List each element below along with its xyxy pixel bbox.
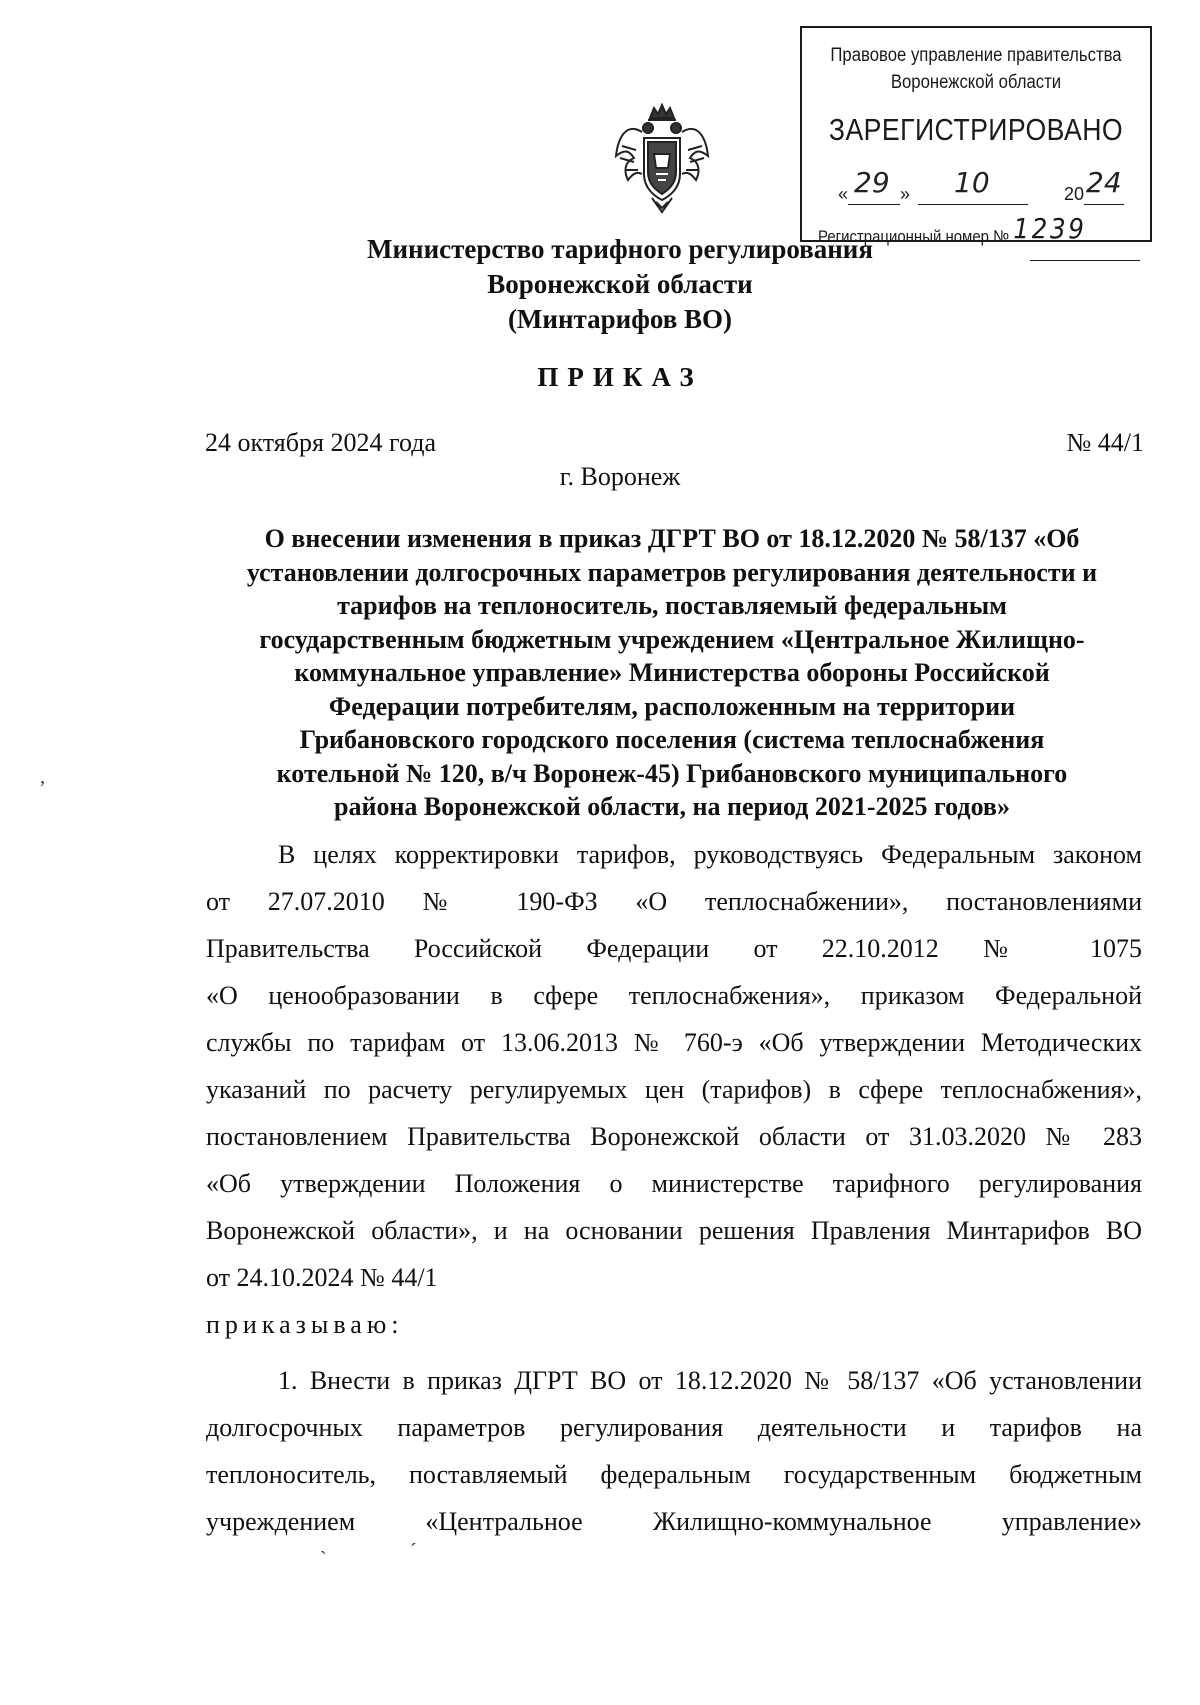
item-line: долгосрочных параметров регулирования деятельности и тарифов на	[206, 1413, 1142, 1442]
order-word: приказываю:	[206, 1310, 404, 1339]
scan-mark: ˋ	[320, 1548, 327, 1570]
stamp-year-prefix: 20	[1064, 184, 1085, 204]
body-line: Правительства Российской Федерации от 22.10.2012 № 1075	[206, 934, 1142, 963]
body-line: «Об утверждении Положения о министерстве тарифного регулирования	[206, 1169, 1142, 1198]
stamp-date	[838, 166, 1138, 206]
coat-of-arms-emblem	[612, 102, 712, 214]
ministry-name	[300, 232, 940, 337]
body-line: от 24.10.2024 № 44/1	[206, 1263, 438, 1292]
item-line: 1. Внести в приказ ДГРТ ВО от 18.12.2020 № 58/137 «Об установлении	[278, 1366, 1142, 1395]
item-line: теплоноситель, поставляемый федеральным государственным бюджетным	[206, 1460, 1142, 1489]
title-line: Федерации потребителям, расположенным на территории	[328, 691, 1016, 721]
document-title	[200, 522, 1144, 824]
body-line: В целях корректировки тарифов, руководствуясь Федеральным законом	[278, 840, 1142, 869]
title-line: района Воронежской области, на период 2021-2025 годов»	[334, 792, 1010, 821]
stamp-reg-underline	[1030, 260, 1140, 261]
body-line: от 27.07.2010 № 190-ФЗ «О теплоснабжении», постановлениями	[206, 887, 1142, 916]
document-date: 24 октября 2024 года	[205, 428, 436, 457]
title-line: Грибановского городского поселения (система теплоснабжения	[299, 725, 1045, 754]
stamp-day: 29	[854, 166, 890, 199]
stamp-organization	[823, 42, 1129, 96]
ministry-line1: Министерство тарифного регулирования	[367, 234, 873, 264]
document-city: г. Воронеж	[559, 462, 681, 491]
stamp-quote-open: «	[838, 184, 849, 204]
title-line: тарифов на теплоноситель, поставляемый федеральным	[337, 591, 1007, 620]
stamp-day-underline	[848, 204, 900, 205]
body-line: указаний по расчету регулируемых цен (тарифов) в сфере теплоснабжения»,	[206, 1075, 1142, 1104]
body-line: «О ценообразовании в сфере теплоснабжения», приказом Федеральной	[206, 981, 1142, 1010]
body-line: службы по тарифам от 13.06.2013 № 760-э «Об утверждении Методических	[206, 1028, 1142, 1057]
stamp-org-line1: Правовое управление правительства	[830, 45, 1122, 66]
stamp-month-underline	[918, 204, 1028, 205]
title-line: О внесении изменения в приказ ДГРТ ВО от 18.12.2020 № 58/137 «Об	[264, 524, 1080, 553]
stamp-month: 10	[954, 166, 990, 199]
stamp-registered-label: ЗАРЕГИСТРИРОВАНО	[828, 112, 1124, 147]
stamp-reg-label: Регистрационный номер №	[818, 227, 1010, 246]
ministry-line3: (Минтарифов ВО)	[507, 304, 733, 334]
ministry-line2: Воронежской области	[487, 269, 753, 299]
document-type: ПРИКАЗ	[537, 362, 703, 392]
stamp-reg-number: 1239	[1013, 212, 1087, 245]
stamp-year-suffix: 24	[1086, 166, 1122, 199]
scan-mark: ,	[40, 766, 45, 788]
scan-mark: ˊ	[410, 1540, 417, 1562]
body-line: постановлением Правительства Воронежской области от 31.03.2020 № 283	[206, 1122, 1142, 1151]
stamp-year-underline	[1084, 204, 1124, 205]
title-line: котельной № 120, в/ч Воронеж-45) Грибановского муниципального	[276, 758, 1068, 788]
document-number: № 44/1	[1066, 428, 1144, 457]
registration-stamp	[800, 26, 1152, 246]
body-line: Воронежской области», и на основании решения Правления Минтарифов ВО	[206, 1216, 1142, 1245]
title-line: коммунальное управление» Министерства обороны Российской	[294, 658, 1050, 687]
title-line: установлении долгосрочных параметров регулирования деятельности и	[246, 557, 1098, 587]
item-line: учреждением «Центральное Жилищно-коммунальное управление»	[206, 1507, 1142, 1536]
stamp-quote-close: »	[900, 184, 911, 204]
stamp-org-line2: Воронежской области	[890, 72, 1062, 93]
title-line: государственным бюджетным учреждением «Центральное Жилищно-	[259, 624, 1085, 654]
